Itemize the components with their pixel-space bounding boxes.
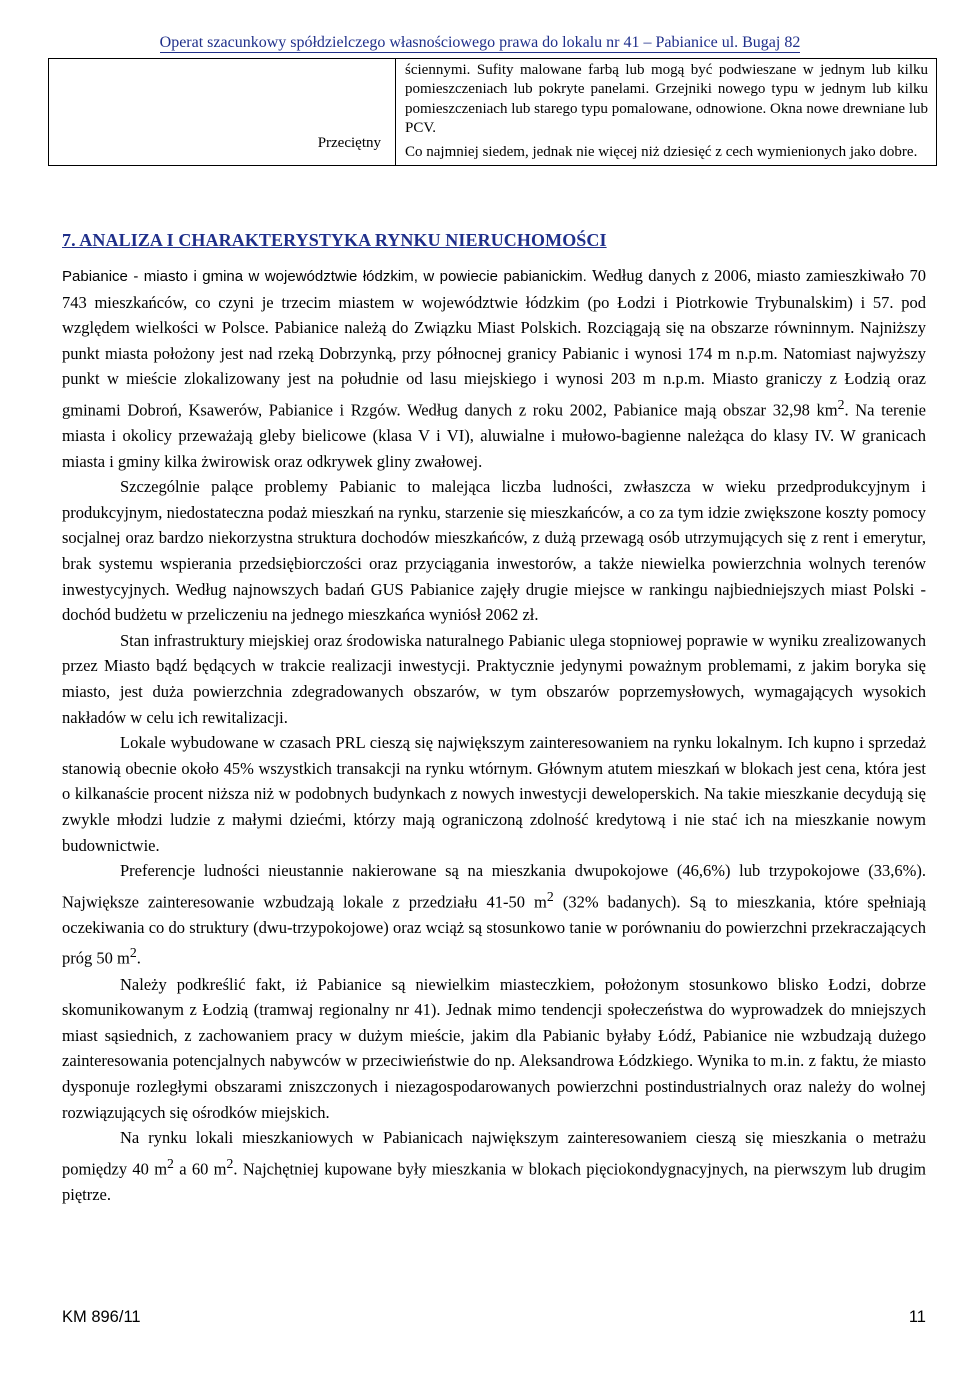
paragraph-4: Lokale wybudowane w czasach PRL cieszą się największym zainteresowaniem na rynku lokalnym. Ich kupno i sprzedaż stanowią obecnie około 45% wszystkich transakcji na rynku wtórnym. Głównym atutem mieszkań w blokach jest cena, która jest o kilkanaście procent niższa niż w podobnych budynkach z nowych inwestycji deweloperskich. Na takie mieszkanie decydują się zwykle młodzi ludzie z małymi dziećmi, którzy mają ograniczoną zdolność kredytową i nie stać ich na mieszkanie nowym budownictwie. [62,733,926,855]
condition-table [48,58,937,166]
page-footer [62,1308,926,1327]
section-title: 7. ANALIZA I CHARAKTERYSTYKA RYNKU NIERUCHOMOŚCI [62,230,607,250]
condition-desc-2: Co najmniej siedem, jednak nie więcej niż dziesięć z cech wymienionych jako dobre. [405,144,918,161]
paragraph-7: Na rynku lokali mieszkaniowych w Pabianicach największym zainteresowaniem cieszą się mieszkania o metrażu pomiędzy 40 $m^2$ a 60 $m^2$. Najchętniej kupowane były mieszkania w blokach pięciokondygnacyjnych, na pierwszym lub drugim piętrze. [62,1128,926,1204]
paragraph-3: Stan infrastruktury miejskiej oraz środowiska naturalnego Pabianic ulega stopniowej poprawie w wyniku zrealizowanych przez Miasto bądź będących w trakcie realizacji inwestycji. Praktycznie jedynymi poważnym problemami, z jakim boryka się miasto, jest duża powierzchnia zdegradowanych obszarów, w tym obszarów poprzemysłowych, wymagających wysokich nakładów w celu ich rewitalizacji. [62,630,926,727]
condition-desc-1: ściennymi. Sufity malowane farbą lub mogą być podwieszane w jednym lub kilku pomieszczeniach lub pokryte panelami. Grzejniki nowego typu w jednym lub kilku pomieszczeniach lub starego typu pomalowane, odnowione. Okna nowe drewniane lub PCV. [405,62,928,136]
header-title: Operat szacunkowy spółdzielczego własnościowego prawa do lokalu nr 41 – Pabianice ul. Bugaj 82 [159,34,801,51]
document-number: KM 896/11 [62,1308,141,1326]
body-text [62,263,926,1207]
page-number: 11 [908,1308,926,1326]
paragraph-1-intro: Pabianice - miasto i gmina w województwie łódzkim, w powiecie pabianickim. [62,268,587,285]
paragraph-2: Szczególnie palące problemy Pabianic to malejąca liczba ludności, zwłaszcza w wieku przedprodukcyjnym i produkcyjnym, niedostateczna podaż mieszkań na rynku, starzenie się mieszkańców, a co za tym idzie zwiększone koszty pomocy socjalnej oraz bardzo niekorzystna struktura dochodów mieszkańców, z dużą przewagą osób utrzymujących się z rent i emerytur, brak systemu wspierania przedsiębiorczości oraz przyciągania inwestorów, a także niewielka powierzchnia wolnych terenów inwestycyjnych. Według najnowszych badań GUS Pabianice zajęły drugie miejsce w rankingu najbiedniejszych miast Polski - dochód budżetu w przeliczeniu na jednego mieszkańca wyniósł 2062 zł. [62,477,926,625]
paragraph-1: Pabianice - miasto i gmina w województwie łódzkim, w powiecie pabianickim. Według danych z 2006, miasto zamieszkiwało 70 743 mieszkańców, co czyni je trzecim miastem w województwie łódzkim (po Łodzi i Piotrkowie Trybunalskim) i 57. pod względem wielkości w Polsce. Pabianice należą do Związku Miast Polskich. Rozciągają się na obszarze równinnym. Najniższy punkt miasta położony jest nad rzeką Dobrzynką, przy północnej granicy Pabianic i wynosi 174 m n.p.m. Natomiast najwyższy punkt w mieście zlokalizowany jest na południe od lasu miejskiego i wynosi 203 m n.p.m. Miasto graniczy z Łodzią oraz gminami Dobroń, Ksawerów, Pabianice i Rzgów. Według danych z roku 2002, Pabianice mają obszar 32,98 $km^2$. Na terenie miasta i okolicy przeważają gleby bielicowe (klasa V i VI), aluwialne i mułowo-bagienne należąca do klasy IV. W granicach miasta i gminy kilka żwirowisk oraz odkrywek gliny zwałowej. [62,266,927,471]
paragraph-6: Należy podkreślić fakt, iż Pabianice są niewielkim miasteczkiem, położonym stosunkowo blisko Łodzi, dobrze skomunikowanym z Łodzią (tramwaj regionalny nr 41). Jednak mimo tendencji społeczeństwa do wyprowadzek do mniejszych miast sąsiednich, z zachowaniem pracy w dużym mieście, jakim dla Pabianic byłaby Łódź, Pabianice nie wzbudzają dużego zainteresowania potencjalnych nabywców w przeciwieństwie do np. Aleksandrowa Łódzkiego. Wynika to m.in. z faktu, że miasto dysponuje rozległymi obszarami zniszczonych i niezagospodarowanych powierzchni postindustrialnych oraz należy do wolnej rozwiązujących się ośrodków miejskich. [62,974,926,1122]
table-row [49,59,937,166]
paragraph-5: Preferencje ludności nieustannie nakierowane są na mieszkania dwupokojowe (46,6%) lub trzypokojowe (33,6%). Największe zainteresowanie wzbudzają lokale z przedziału 41-50 $m^2$ (32% badanych). Są to mieszkania, które spełniają oczekiwania co do struktury (dwu-trzypokojowe) oraz wciąż są stosunkowo tanie w porównaniu do powierzchni przekraczających próg 50 $m^2$. [62,861,926,968]
condition-description [396,59,937,166]
page-header [0,34,960,52]
condition-label: Przeciętny [49,59,396,166]
